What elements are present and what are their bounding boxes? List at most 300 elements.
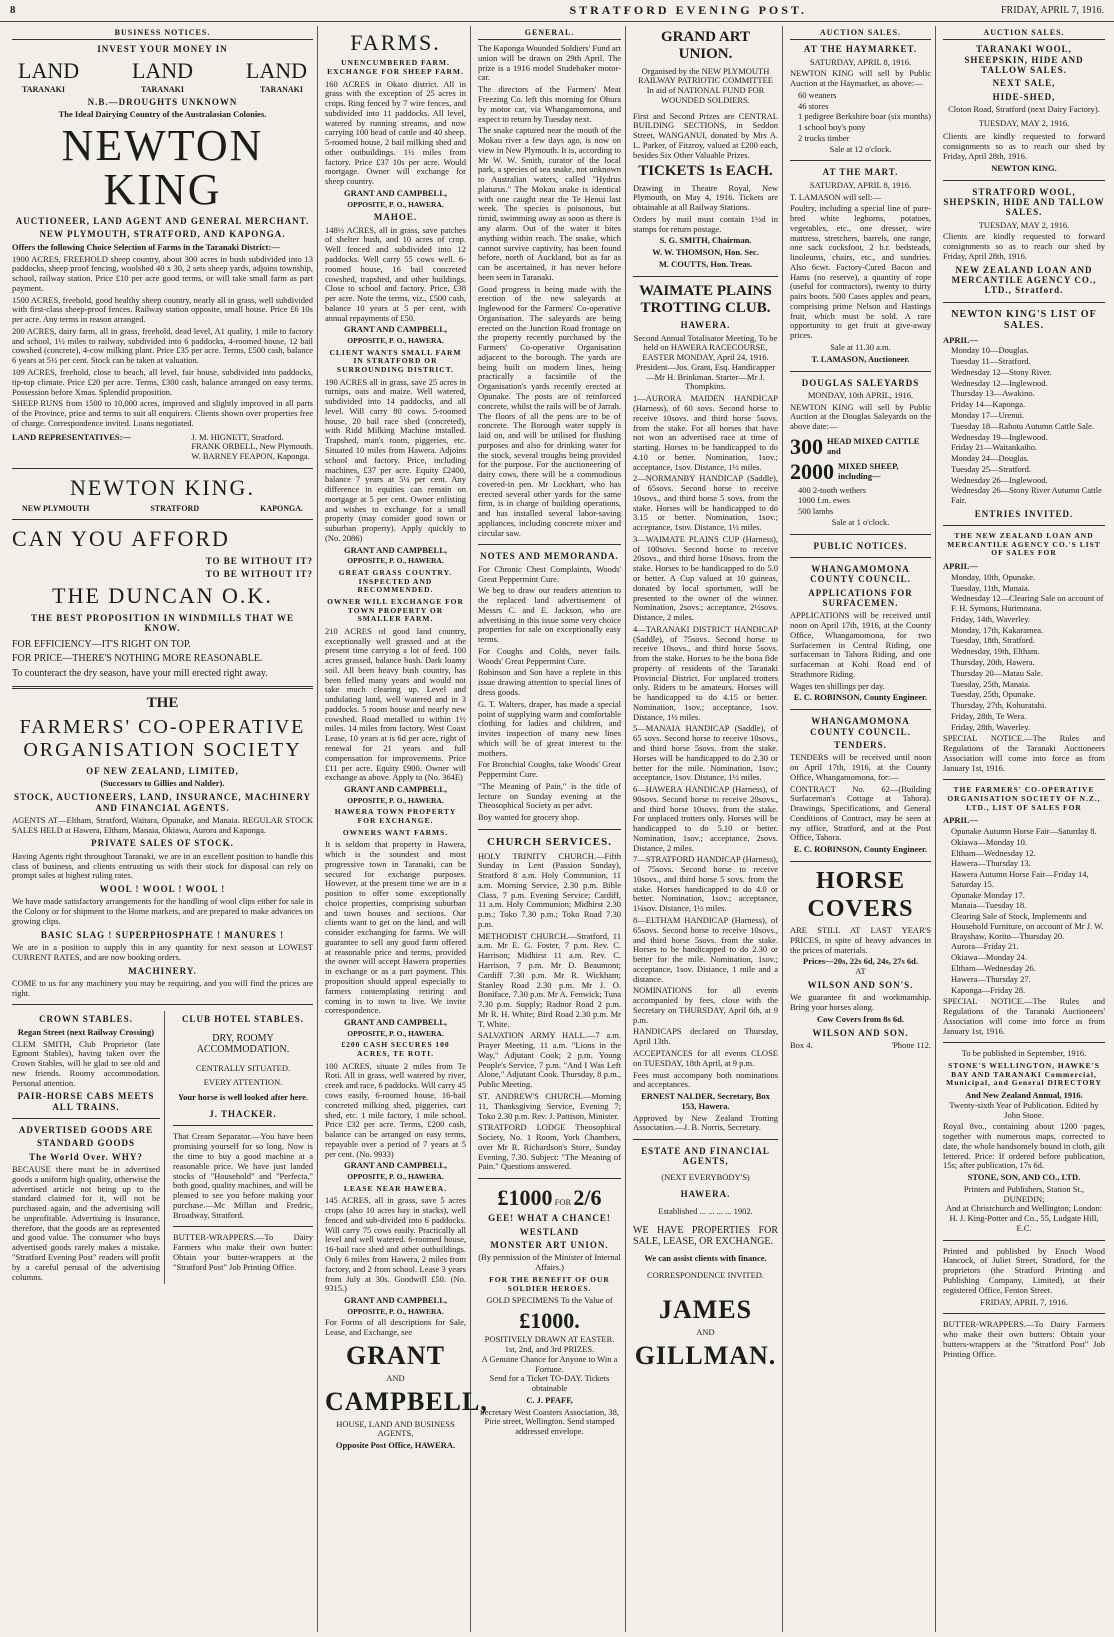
- sale-item: 60 weaners: [798, 89, 837, 100]
- benefit: FOR THE BENEFIT OF OUR SOLDIER HEROES.: [489, 1274, 610, 1293]
- sale-entry: Okiawa—Monday 24.: [951, 952, 1028, 963]
- section-heading: AUCTION SALES.: [790, 26, 931, 40]
- and-word: AND: [386, 1372, 405, 1383]
- grand-art-union: GRAND ART UNION.: [660, 29, 751, 63]
- prizes-text: First and Second Prizes are CENTRAL BUILDING SECTIONS, in Seddon Street, WANGANUI, donated by Mrs A. L. Parker, of Fitzroy, valued at £200 each, besides Six Other Valuable Prizes.: [633, 110, 778, 160]
- wool-heading: WOOL ! WOOL ! WOOL !: [99, 884, 226, 895]
- farm-text: It is seldom that property in Hawera, which is the soundest and most progressive town in Taranaki, can be secured for exchange purposes. However, at the present time we are in a position to offer some exceptionally choice properties, comprising suburban and town houses and sections. Our clients want to get on the land, and will consider exchanging for farms. We will guarantee to sell any good farm offered at reasonable price and terms, provided the owner will accept Hawera properties in exchange or as a part payment. This proposition should appeal especially to farmers contemplating retiring and coming in to town to live. We invite correspondence.: [325, 839, 466, 1016]
- fcos-title: FARMERS' CO-OPERATIVE ORGANISATION SOCIETY: [19, 716, 306, 762]
- engineer-sig: E. C. ROBINSON, County Engineer.: [793, 844, 928, 855]
- mart-date: SATURDAY, APRIL 8, 1916.: [809, 179, 912, 190]
- surfacemen-text: APPLICATIONS will be received until noon on April 17th, 1916, at the County Office, Whangamomona, for two Surfacemen in Central Riding, one surfaceman in Tahora Riding, and one surfaceman at Kohi Road end of Strathmore Riding.: [790, 610, 931, 679]
- meeting-text: Second Annual Totalisator Meeting, To be held on HAWERA RACECOURSE, EASTER MONDAY, April 24, 1916.: [633, 332, 778, 363]
- race-item: 6—HAWERA HANDICAP (Harness), of 90sovs. Second horse to receive 20sovs., and third horse 10sovs. from the stake. For unplaced trotters only. Horses will be handicapped to do 5.10 or better. Nomination, 1sov.; acceptance, 2sovs. Distance, 2 miles.: [633, 784, 778, 853]
- sale-entry: Friday, 28th, Waverley.: [951, 721, 1031, 732]
- farm-subhead: MAHOE.: [373, 212, 418, 223]
- sale-entry: Wednesday 26—Inglewood.: [951, 474, 1048, 485]
- art-union-prize-line: [478, 1185, 621, 1210]
- sale-entry: Wednesday 19—Inglewood.: [951, 431, 1048, 442]
- agent-address: OPPOSITE, P. O., HAWERA.: [347, 1306, 444, 1316]
- sale-entry: Tuesday, 25th, Manaia.: [951, 678, 1031, 689]
- farm-text: 145 ACRES, all in grass, save 5 acres crops (also 10 acres hay in stacks), well fenced and sub-divided into 6 paddocks. Will carry 75 cows easily. Practically all level and well watered. 6-roomed house, 16-bail race shed and other outbuildings. Only 6 miles from Hawera, 2 miles from factory, and 2 from school. Lease 3 years from July at 30s. Goodwill £50. (No. 9315.): [325, 1195, 466, 1294]
- farm-text: 100 ACRES, situate 2 miles from Te Roti. All in grass, well watered by river, creek and race, 6 paddocks. Will carry 45 cows easily, 6-roomed house, 16-bail concreted milking shed, piggeries, cart shed, etc. 1 mile factory, 1 mile school. Price £32 per acre. Terms, £200 cash, balance can be arranged on easy terms, repayable over a period of 7 years at 5 per cent. (No. 9933): [325, 1060, 466, 1159]
- rep-name: J. M. HIGNETT, Stratford.: [191, 431, 284, 442]
- estate-town: HAWERA.: [680, 1188, 731, 1199]
- gold: GOLD SPECIMENS To the Value of: [486, 1295, 613, 1306]
- campbell-title: CAMPBELL,: [325, 1386, 488, 1416]
- sale-item: 2 trucks timber: [798, 132, 850, 143]
- stone-co: STONE, SON, AND CO., LTD.: [967, 1172, 1081, 1183]
- agent-address: OPPOSITE, P. O., HAWERA.: [347, 1028, 444, 1038]
- cattle-count: 300: [790, 433, 823, 459]
- crown-address: Regan Street (next Railway Crossing): [17, 1026, 155, 1037]
- sale-entry: Aurora—Friday 21.: [951, 941, 1019, 952]
- agent-address: OPPOSITE, P. O., HAWERA.: [347, 199, 444, 209]
- committee-sig: W. W. THOMSON, Hon. Sec.: [652, 247, 759, 258]
- engineer-sig: E. C. ROBINSON, County Engineer.: [793, 692, 928, 703]
- farm-subhead: UNENCUMBERED FARM. EXCHANGE FOR SHEEP FARM.: [327, 58, 464, 76]
- sale-entry: Tuesday 25—Stratford.: [951, 463, 1031, 474]
- acceptances: ACCEPTANCES for all events CLOSE on TUESDAY, 18th April, at 9 p.m.: [633, 1047, 778, 1068]
- farm-text: 160 ACRES in Okato district. All in grass with the exception of 25 acres in crops. Ring fenced by 7 wire fences, and subdivided into 11 paddocks. All level, watered by running streams, and now carrying 100 head of cattle and 40 sheep. 5-roomed house, 2 bail milking shed and other outbuildings. 1½ miles from factory. Price £37 10s per acre. Would mortgage. Owner will exchange for sheep country.: [325, 78, 466, 187]
- newton-king-title: NEWTON KING: [61, 121, 264, 215]
- sale-item: 1 pedigree Berkshire boar (six months): [798, 111, 931, 122]
- sale-entry: Friday 14—Kaponga.: [951, 399, 1026, 410]
- nk-list-heading: NEWTON KING'S LIST OF SALES.: [951, 308, 1097, 332]
- and-at: And at Christchurch and Wellington; London: H. J. King-Potter and Co., 55, Ludgate Hill, E.C.: [945, 1203, 1103, 1233]
- taranaki-word: TARANAKI: [260, 84, 303, 94]
- club-heading: CLUB HOTEL STABLES.: [181, 1014, 305, 1025]
- sale-entry: Monday 17—Urenui.: [951, 409, 1025, 420]
- race-item: 2—NORMANBY HANDICAP (Saddle), of 65sovs. Second horse to receive 10sovs., and third horse 5 sovs. from the stake. Horses will be handicapped to do 3.15 or better. Nomination, 1sov.; acceptance, 1sov. Distance, 1½ miles.: [633, 473, 778, 533]
- standard-heading: STANDARD GOODS: [36, 1138, 136, 1149]
- contact-line: [790, 1041, 931, 1051]
- church-item: METHODIST CHURCH.—Stratford, 11 a.m. Mr E. G. Foster, 7 p.m. Rev. C. Harrison; Midhirst 11 a.m. Rev. C. Harrison, 7 p.m. Mr D. Beaumont; Cardiff 7.30 p.m. Mr R. Wickham; Stanley Road 2.30 p.m. Mr J. O. Boniface, 7.30 p.m. Mr A. Fenwick; Tuna 7.30 p.m. Supply; Radnor Road 2 p.m. Mr R. H. White; Bird Road 2.30 p.m. Mr T. White.: [478, 930, 621, 1029]
- masthead-date: FRIDAY, APRIL 7, 1916.: [1001, 4, 1104, 16]
- counteract-line: To counteract the dry season, have your mill erected right away.: [12, 668, 268, 680]
- officials: President—Jos. Grant, Esq. Handicapper—Mr H. Brinkman. Starter—Mr J. Thompkins.: [635, 361, 776, 392]
- stables-row: [12, 1011, 313, 1284]
- sale-item: 1 school boy's pony: [798, 122, 866, 133]
- sale-entry: Tuesday, 25th, Opunake.: [951, 689, 1036, 700]
- representatives: [12, 433, 313, 462]
- in-aid: In aid of NATIONAL FUND FOR WOUNDED SOLDIERS.: [646, 85, 765, 105]
- column-auction-sales: [786, 26, 936, 1632]
- imprint-date: FRIDAY, APRIL 7, 1916.: [980, 1296, 1068, 1307]
- agent-signature: GRANT AND CAMPBELL,: [343, 187, 448, 198]
- established: Established ... ... ... ... 1902.: [658, 1205, 753, 1216]
- sale-entry: Tuesday 11—Stratford.: [951, 356, 1031, 367]
- agent-signature: GRANT AND CAMPBELL,: [343, 544, 448, 555]
- race-item: 8—ELTHAM HANDICAP (Harness), of 65sovs. Second horse to receive 10sovs., and third horse 5sovs. from the stake. Horses to be handicapped to do 2.30 or better for the mile. Nomination, 1sov.; acceptance, 1sov. Distance, 1 mile and a distance.: [633, 915, 778, 984]
- phone-number: 'Phone 112.: [891, 1039, 931, 1050]
- ideal-country: The Ideal Dairying Country of the Australasian Colonies.: [58, 109, 267, 120]
- sale-entry: Thursday, 20th, Hawera.: [951, 656, 1035, 667]
- separator-ad: That Cream Separator.—You have been promising yourself for so long. Now is the time to buy a good machine at a reasonable price. We have just landed stocks of "Household" and "Perfecta," both good, quality machines, and will be pleased to see you before making your purchase.—Mc Millan and Fredric, Broadway, Stratford.: [173, 1131, 313, 1220]
- haymarket-text: NEWTON KING will sell by Public Auction at the Haymarket, as above:—: [790, 68, 931, 89]
- douglas-date: MONDAY, 10th APRIL, 1916.: [807, 389, 914, 400]
- column-farms: [321, 26, 488, 1632]
- column-general: [474, 26, 626, 1632]
- private-text: Having Agents right throughout Taranaki, we are in an excellent position to handle this class of business, and clients entrusting us with their stock for disposal can rely on prompt sales at highest ruling rates.: [12, 850, 313, 881]
- sale-entry: Monday, 17th, Kakaramea.: [951, 624, 1044, 635]
- agent-signature: GRANT AND CAMPBELL,: [343, 1160, 448, 1171]
- nominations: NOMINATIONS for all events accompanied by fees, close with the Secretary on THURSDAY, April 6th, at 9 p.m.: [633, 985, 778, 1025]
- douglas-text: NEWTON KING will sell by Public Auction at the Douglas Saleyards on the above date:—: [790, 401, 931, 432]
- agent-address: OPPOSITE, P. O., HAWERA.: [347, 1172, 444, 1182]
- whang-heading: WHANGAMOMONA COUNTY COUNCIL.: [810, 563, 911, 585]
- next-sale: NEXT SALE,: [992, 78, 1056, 89]
- club-signature: J. THACKER.: [209, 1109, 277, 1120]
- haymarket-items: [790, 91, 931, 144]
- agent-address: OPPOSITE, P. O., HAWERA.: [347, 556, 444, 566]
- fc-sales-list: [943, 827, 1105, 995]
- for-word: FOR: [554, 1197, 572, 1208]
- sale-entry: Eltham—Wednesday 26.: [951, 963, 1036, 973]
- sale-entry: Opunake Monday 17.: [951, 889, 1025, 900]
- agent-signature: GRANT AND CAMPBELL,: [343, 1295, 448, 1306]
- agent-address: OPPOSITE, P. O., HAWERA.: [347, 795, 444, 805]
- agent-address: OPPOSITE, P. O., HAWERA.: [347, 336, 444, 346]
- tickets: TICKETS 1s EACH.: [638, 163, 773, 180]
- note-item: For Bronchial Coughs, take Woods' Great Peppermint Cure.: [478, 759, 621, 780]
- waimate-town: HAWERA.: [680, 320, 731, 331]
- taranaki-row: [22, 85, 303, 94]
- church-heading: CHURCH SERVICES.: [486, 835, 613, 848]
- advertised-heading: ADVERTISED GOODS ARE: [18, 1125, 154, 1136]
- farm-listing: SHEEP RUNS from 1500 to 10,000 acres, improved and slightly improved in all parts of the Province, price and terms to suit all enquirers. Clients shown over properties free of charge. Correspondence invited. Loans negotiated.: [12, 398, 313, 428]
- pfaff-address: Secretary West Coasters Association, 38, Pirie street, Wellington. Send stamped addressed envelope.: [480, 1406, 619, 1437]
- sale-entry: Hawera Autumn Horse Fair—Friday 14, Saturday 15.: [951, 869, 1089, 889]
- butter-wrappers-ad: BUTTER-WRAPPERS.—To Dairy Farmers who make their own butters: Obtain your butters-wrappers at the "Stratford Post" Job Printing Office.: [943, 1319, 1105, 1359]
- sale-entry: Wednesday 12—Stony River.: [951, 366, 1052, 377]
- land-row: [18, 58, 307, 83]
- royal-text: Royal 8vo., containing about 1200 pages, together with numerous maps, corrected to date, the whole handsomely bound in cloth, gilt lettered. Price: If ordered before publication, 15s; after publication, 17s 6d.: [943, 1121, 1105, 1171]
- drought-notice: N.B.—DROUGHTS UNKNOWN: [87, 97, 238, 108]
- nk-sales-list: [943, 346, 1105, 505]
- column-auction-sales-2: [939, 26, 1109, 1632]
- column-business-notices: [8, 26, 318, 1632]
- news-item: The directors of the Farmers' Meat Freezing Co. left this morning for Ohura by motor car, via Whangamomona, and expect to return by Tuesday next.: [478, 84, 621, 124]
- race-item: 7—STRATFORD HANDICAP (Harness), of 75sovs. Second horse to receive 10sovs., and third horse 5 sovs. from the stake. Horses handicapped to do 4.0 or better. Nomination, 1sov.; acceptance, 1¼sov. Distance, 1½ miles.: [633, 854, 778, 914]
- crown-text: CLEM SMITH, Club Proprietor (late Egmont Stables), having taken over the Crown Stables, will be glad to see old and new friends. Roomy accommodation. Personal attention.: [12, 1038, 160, 1088]
- sale-entry: Okiawa—Monday 10.: [951, 836, 1028, 847]
- fc-list-heading: THE FARMERS' CO-OPERATIVE ORGANISATION SOCIETY OF N.Z., LTD., LIST OF SALES FOR: [947, 785, 1101, 812]
- news-item: The Kaponga Wounded Soldiers' Fund art union will be drawn on 29th April. The prize is a 1916 model Studebaker motor-car.: [478, 43, 621, 83]
- entries-invited: ENTRIES INVITED.: [974, 508, 1074, 519]
- mart-heading: AT THE MART.: [822, 167, 899, 178]
- race-item: 4—TARANAKI DISTRICT HANDICAP (Saddle), of 75sovs. Second horse to receive 10sovs., and third horse 5sovs. from the stake. Horses to be the bona fide property of residents of the Taranaki Provincial District. For unplaced trotters only. Riders to be amateurs. Horses will be handicapped to do 4.15 or better. Nomination, 1sov.; acceptance, 1sov. Distance, 1½ miles.: [633, 623, 778, 722]
- and-word: AND: [696, 1327, 715, 1338]
- sale-entry: Wednesday 12—Inglewood.: [951, 377, 1048, 388]
- at-word: AT: [855, 966, 866, 977]
- crown-cabs: PAIR-HORSE CABS MEETS ALL TRAINS.: [17, 1091, 155, 1112]
- mart-text: T. LAMASON will sell:—: [790, 191, 881, 202]
- farm-text: 190 ACRES all in grass, save 25 acres in turnips, oats and maize. Well watered, subdivided into 14 paddocks, and all level. Will carry 80 cows. 5-roomed house, 20 bail race shed (concreted), with Ridd Milking Machine installed. Trapshed, man's room, piggeries, etc. Situated 10 miles from Hawera. Adjoins school and factory. Price, including machines, £37 per acre. Equity £2400, balance 7 years at 5¼ per cent. Any difference in equities can remain on mortgage at 5 per cent. Owner enlisting and wishes to exchange for a small property (may consider good town or suburban property). Apply quickly to (No. 2086): [325, 376, 466, 543]
- town: STRATFORD: [150, 504, 200, 514]
- handicaps: HANDICAPS declared on Thursday, April 13th.: [633, 1026, 778, 1047]
- newton-king-sig: NEWTON KING.: [70, 474, 255, 500]
- note-item: Robinson and Son have a replete in this issue drawing attention to special lines of dress goods.: [478, 667, 621, 697]
- special-notice: SPECIAL NOTICE.—The Rules and Regulations of the Taranaki Auctioneers' Association will come into force as from January 1st, 1916.: [943, 996, 1105, 1036]
- rep-name: FRANK ORBELL, New Plymouth.: [191, 441, 313, 452]
- slag-heading: BASIC SLAG ! SUPERPHOSPHATE ! MANURES !: [40, 929, 285, 940]
- newton-king-towns: NEW PLYMOUTH, STRATFORD, AND KAPONGA.: [39, 229, 286, 240]
- afford-line: TO BE WITHOUT IT?: [205, 555, 313, 566]
- column-art-union-trotting: [629, 26, 783, 1632]
- race-item: 1—AURORA MAIDEN HANDICAP (Harness), of 60 sovs. Second horse to receive 10sovs. and third horse 5sovs. from the stake. For all horses that have not won an advertised race at time of starting. Horses to be handicapped to do 4.10 or better. Nomination, 1sov.; acceptance, 1sov. Distance, 1½ miles.: [633, 393, 778, 472]
- box-number: Box 4.: [790, 1039, 813, 1050]
- nz-annual: And New Zealand Annual, 1916.: [965, 1090, 1083, 1100]
- fcos-nz: OF NEW ZEALAND, LIMITED,: [86, 766, 239, 777]
- agent-signature: GRANT AND CAMPBELL,: [343, 324, 448, 335]
- to-be-published: To be published in September, 1916.: [961, 1048, 1087, 1059]
- clients-text: Clients are kindly requested to forward consignments so as to reach our shed by Friday, April 28th, 1916.: [943, 131, 1105, 161]
- contract-text: CONTRACT No. 62—(Building Surfaceman's Cottage at Tahora). Drawings, Specifications, and General Conditions of Contract, may be seen at my office, Stratford, and at the Post Office, Tahora.: [790, 783, 931, 843]
- newton-king-subtitle: AUCTIONEER, LAND AGENT AND GENERAL MERCHANT.: [15, 216, 310, 227]
- sheep-count: 2000: [790, 459, 834, 485]
- slag-text: We are in a position to supply this in any quantity for next season at LOWEST CURRENT RATES, and are now booking orders.: [12, 942, 313, 962]
- sale-entry: Monday 10—Douglas.: [951, 345, 1029, 356]
- note-item: For Coughs and Colds, never fails. Woods' Great Peppermint Cure.: [478, 645, 621, 666]
- sale-entry: Tuesday, 11th, Manaia.: [951, 582, 1030, 593]
- month-label: APRIL—: [943, 815, 978, 826]
- month-label: APRIL—: [943, 334, 978, 345]
- horse-text: ARE STILL AT LAST YEAR'S PRICES, in spite of heavy advances in the prices of materials.: [790, 925, 931, 955]
- note-item: We beg to draw our readers attention to the replaced land advertisement of Messrs C. and E. Jackson, who are advertising in this issue some very choice properties for sale on exceptionally easy terms.: [478, 585, 621, 645]
- wool-text: We have made satisfactory arrangements for the handling of wool clips either for sale in the Colony or for shipment to the Home markets, and are prepared to make advances on growing clips.: [12, 896, 313, 926]
- wool-sales-heading: TARANAKI WOOL, SHEEPSKIN, HIDE AND TALLOW SALES.: [964, 44, 1084, 75]
- orders-text: Orders by mail must contain 1½d in stamps for return postage.: [633, 213, 778, 234]
- land-word: LAND: [131, 57, 194, 83]
- sale-entry: Hawera—Thursday 27.: [951, 973, 1031, 984]
- gc-address: Opposite Post Office, HAWERA.: [335, 1440, 456, 1451]
- machinery-text: COME to us for any machinery you may be requiring, and you will find the prices are right.: [12, 977, 313, 998]
- note-item: "The Meaning of Pain," is the title of lecture on Sunday evening at the Theosophical Society as per advt.: [478, 780, 621, 811]
- whang2-heading: WHANGAMOMONA COUNTY COUNCIL.: [810, 716, 911, 737]
- sale-entry: Tuesday, 18th, Stratford.: [951, 635, 1035, 646]
- masthead: [0, 0, 1114, 22]
- farm-listing: 200 ACRES, dairy farm, all in grass, freehold, dead level, A1 quality, 1 mile to factory and school, 1½ miles to railway, subdivided into 6 paddocks, 4-roomed house, 12 bail cowshed (concrete), 4-cow milking plant. Price £35 per acre. Terms, £500 cash, balance 6 years at 5½ per cent. Stock can be taken at valuation.: [12, 325, 313, 366]
- sale-entry: Thursday 20—Matau Sale.: [951, 667, 1043, 678]
- tenders-text: TENDERS will be received until noon on April 17th, 1916, at the County Office, Whangamomona, for:—: [790, 752, 931, 782]
- gee-line: GEE! WHAT A CHANCE!: [488, 1213, 611, 1224]
- land-word: LAND: [18, 57, 80, 83]
- farms-heading: FARMS.: [350, 30, 441, 55]
- note-item: G. T. Walters, draper, has made a special point of supplying warm and comfortable clothing for ladies and children, and invites inspection of many new lines which will be of great interest to the mothers.: [478, 698, 621, 758]
- sale-item: 400 2-tooth wethers: [798, 484, 866, 495]
- notes-heading: NOTES AND MEMORANDA.: [480, 551, 619, 562]
- sale-date: TUESDAY, MAY 2, 1916.: [978, 219, 1070, 230]
- secretary: ERNEST NALDER, Secretary, Box 153, Hawera.: [641, 1091, 770, 1111]
- crown-stables-ad: [12, 1011, 165, 1284]
- sale-item: 1000 f.m. ewes: [798, 495, 850, 506]
- section-heading: AUCTION SALES.: [943, 26, 1105, 40]
- monster-art-union: MONSTER ART UNION.: [490, 1240, 609, 1251]
- news-item: Good progress is being made with the erection of the new saleyards at Inglewood for the Farmers' Co-operative Organisation. The saleyards are being erected on the Junction Road frontage on the property recently purchased by the Farmers' Co-operative Organisation adjacent to the borough. The yards are being built on modern lines, being practically a facsimile of the Organisation's yards recently erected at Opunake. The posts are of reinforced concrete, whilst the rails will be of Jarrah. The floors of all the pens are to be of concrete. The Borough water supply is laid on, and will be utilised for flushing purposes and also for drinking water for the stock, several troughs being provided for the purpose. For the auctioneering of dairy cows, there will be a commodious covered-in pen. Mr Lockhart, who has erected several other yards for the same firm, is in charge of building operations, and has installed several labor-saving appliances, including concrete mixer and circular saw.: [478, 283, 621, 538]
- newspaper-title: STRATFORD EVENING POST.: [569, 2, 808, 17]
- farm-listing: 1500 ACRES, freehold, good healthy sheep country, nearly all in grass, well subdivided with first-class sheep-proof fences. Railway station opposite, small house. Price £6 10s per acre. Any terms in reason arranged.: [12, 294, 313, 325]
- farm-subhead: OWNERS WANT FARMS.: [342, 827, 449, 837]
- sale-entry: Thursday 13—Awakino.: [951, 388, 1035, 399]
- agent-signature: GRANT AND CAMPBELL,: [343, 784, 448, 795]
- farm-subhead: CLIENT WANTS SMALL FARM IN STRATFORD OR SURROUNDING DISTRICT.: [329, 347, 462, 374]
- reps-label: LAND REPRESENTATIVES:—: [12, 431, 131, 442]
- section-heading: GENERAL.: [478, 26, 621, 40]
- fcos-the: THE: [146, 694, 179, 711]
- westland: WESTLAND: [519, 1226, 580, 1237]
- land-word: LAND: [245, 57, 307, 83]
- douglas-heading: DOUGLAS SALEYARDS: [801, 377, 920, 388]
- sale-entry: Monday 24—Douglas.: [951, 453, 1029, 464]
- next-everybody: (NEXT EVERYBODY'S): [661, 1171, 750, 1182]
- public-notices: PUBLIC NOTICES.: [813, 540, 908, 551]
- fees: Fees must accompany both nominations and acceptances.: [633, 1069, 778, 1090]
- section-heading: BUSINESS NOTICES.: [12, 26, 313, 40]
- farm-listing: 109 ACRES, freehold, close to beach, all level, fair house, subdivided into paddocks, tip-top climate. Price £20 per acre. Terms, £300 cash, balance arranged on easy terms. Possession before Xmas. Splendid proposition.: [12, 367, 313, 397]
- town: NEW PLYMOUTH: [22, 504, 90, 514]
- wilson-sig: WILSON AND SON.: [812, 1027, 909, 1038]
- gillman-title: GILLMAN.: [634, 1340, 777, 1370]
- club-stables-ad: [173, 1011, 313, 1284]
- sale-entry: Manaia—Tuesday 18.: [951, 900, 1027, 911]
- machinery-heading: MACHINERY.: [128, 965, 197, 976]
- send: Send for a Ticket TO-DAY. Tickets obtainable: [489, 1373, 610, 1394]
- race-item: 3—WAIMATE PLAINS CUP (Harness), of 100sovs. Second horse to receive 20sovs., and third horse 10sovs. from the stake. Horses to be handicapped to do 5.0 or better. A Cup valued at 10 guineas, donated by local sportsmen, will be presented to the owner of the winner. Nomination, 2sovs.; acceptance, 2½sovs. Distance, 2 miles.: [633, 533, 778, 623]
- afford-heading: CAN YOU AFFORD: [12, 526, 230, 552]
- drawn: POSITIVELY DRAWN AT EASTER. 1st, 2nd, and 3rd PRIZES.: [484, 1334, 615, 1355]
- sale-entry: Kaponga—Friday 28.: [951, 984, 1026, 995]
- club-line: Your horse is well looked after here.: [177, 1092, 309, 1103]
- james-title: JAMES: [658, 1295, 753, 1325]
- haymarket-time: Sale at 12 o'clock.: [829, 143, 892, 154]
- advertised-text: BECAUSE there must be in advertised goods a uniform high quality, otherwise the advertised article not being up to the standard claimed for it, will not be purchased again, and the advertising will be unprofitable. Advertising is Insurance, therefore, that the goods are as represented and good value. The consumer who buys advertised goods rarely makes a mistake. "Stratford Evening Post" readers will profit by a careful perusal of the advertising columns.: [12, 1164, 160, 1282]
- sheep-label: MIXED SHEEP, including—: [838, 461, 899, 481]
- stones-directory: STONE'S WELLINGTON, HAWKE'S BAY AND TARANAKI Commercial, Municipal, and General DIRECTORY: [946, 1061, 1102, 1088]
- sale-entry: Monday, 10th, Opunake.: [951, 571, 1036, 582]
- douglas-time: Sale at 1 o'clock.: [831, 516, 890, 527]
- gc-subtitle: HOUSE, LAND AND BUSINESS AGENTS,: [336, 1418, 455, 1439]
- committee-sig: M. COUTTS, Hon. Treas.: [658, 259, 753, 269]
- farm-text: 148½ ACRES, all in grass, save patches of shelter bush, and 10 acres of crop. Well fenced and subdivided into 12 paddocks. Well carry 55 cows well. 6-roomed house, 16 bail concreted cowshed, trapshed, and other buildings. Close to school and factory. Price, £38 per acre. Note the terms, viz., £500 cash, balance 10 years at 5 per cent, with annual repayments of £50.: [325, 224, 466, 323]
- horse-covers-title: HORSE COVERS: [807, 867, 914, 922]
- month-label: APRIL—: [943, 561, 978, 572]
- club-line: DRY, ROOMY ACCOMMODATION.: [196, 1032, 290, 1056]
- sale-item: 500 lambs: [798, 506, 834, 517]
- douglas-items: [790, 486, 931, 517]
- prize-amount: £1000: [497, 1185, 553, 1211]
- mart-time: Sale at 11.30 a.m.: [830, 342, 891, 353]
- church-item: ST. ANDREW'S CHURCH.—Morning 11, Thanksgiving Service, Evening 7; Toko 2.30 p.m. Rev. J. Pattison, Minister.: [478, 1090, 621, 1121]
- haymarket-heading: AT THE HAYMARKET.: [803, 44, 918, 55]
- nz-loan: NEW ZEALAND LOAN AND MERCANTILE AGENCY CO., LTD., Stratford.: [951, 264, 1097, 296]
- agent-signature: GRANT AND CAMPBELL,: [343, 1017, 448, 1028]
- nzl-list-heading: THE NEW ZEALAND LOAN AND MERCANTILE AGENCY CO.'S LIST OF SALES FOR: [947, 531, 1101, 558]
- sale-date: TUESDAY, MAY 2, 1916.: [978, 117, 1070, 128]
- sale-entry: Wednesday 12—Clearing Sale on account of F. H. Symons, Hurimoana.: [951, 593, 1104, 614]
- cattle-label: HEAD MIXED CATTLE and: [827, 435, 920, 456]
- sale-entry: Eltham—Wednesday 12.: [951, 847, 1036, 858]
- sale-item: 46 stores: [798, 100, 829, 111]
- forms-text: For Forms of all descriptions for Sale, Lease, and Exchange, see: [325, 1317, 466, 1338]
- correspondence: CORRESPONDENCE INVITED.: [646, 1270, 765, 1281]
- rep-name: W. BARNEY FEAPON, Kaponga.: [191, 451, 310, 462]
- committee-sig: S. G. SMITH, Chairman.: [659, 235, 752, 246]
- sale-entry: Thursday, 27th, Kohuratahi.: [951, 700, 1047, 711]
- farm-subhead: OWNER WILL EXCHANGE FOR TOWN PROPERTY OR SMALLER FARM.: [327, 596, 464, 624]
- nzl-sales-list: [943, 573, 1105, 732]
- farm-subhead: £200 CASH SECURES 100 ACRES, TE ROTI.: [341, 1040, 450, 1059]
- drawing-text: Drawing in Theatre Royal, New Plymouth, on May 4, 1916. Tickets are obtainable at all Railway Stations.: [633, 182, 778, 213]
- nk-sig: NEWTON KING.: [991, 162, 1057, 173]
- afford-line: TO BE WITHOUT IT?: [205, 569, 313, 580]
- sale-entry: Wednesday, 19th, Eltham.: [951, 646, 1040, 657]
- finance: We can assist clients with finance.: [644, 1252, 767, 1263]
- special-notice: SPECIAL NOTICE.—The Rules and Regulations of the Taranaki Auctioneers Association will come into force as from January 1st, 1916.: [943, 733, 1105, 773]
- cloton-road: Cloton Road, Stratford (next Dairy Factory).: [948, 103, 1100, 114]
- cattle-line: [790, 434, 931, 459]
- sale-entry: Wednesday 26—Stony River Autumn Cattle Fair.: [951, 485, 1102, 506]
- estate-heading: ESTATE AND FINANCIAL AGENTS,: [641, 1146, 770, 1167]
- hide-shed: HIDE-SHED,: [992, 91, 1056, 102]
- sale-entry: Clearing Sale of Stock, Implements and Household Furniture, on account of Mr J. W. Brayshaw, Korito—Thursday 20.: [951, 911, 1104, 941]
- sale-entry: Opunake Autumn Horse Fair—Saturday 8.: [951, 826, 1097, 837]
- race-item: 5—MANAIA HANDICAP (Saddle), of 65 sovs. Second horse to receive 10sovs., and third horse 5sovs. from the stake. Horses will be handicapped to do 2.30 or better for the mile. Nomination, 1sov.; acceptance, 1sov. Distance, 1½ miles.: [633, 723, 778, 783]
- sale-entry: Friday, 28th, Te Wera.: [951, 710, 1027, 721]
- church-item: SALVATION ARMY HALL.—7 a.m. Prayer Meeting, 11 a.m. "Lions in the Way," Adjutant Cook; 2 p.m. Young People's Service, 7 p.m. "And I Was Left Alone," Adjutant Cook. Thursday, 8 p.m., Public Meeting.: [478, 1030, 621, 1090]
- genuine: A Genuine Chance for Anyone to Win a Fortune.: [481, 1353, 618, 1374]
- ticket-price: 2/6: [573, 1185, 602, 1211]
- page-number: 8: [10, 4, 16, 17]
- butter-wrappers-ad: BUTTER-WRAPPERS.—To Dairy Farmers who make their own butter: Obtain your butter-wrappers at the "Stratford Post" Job Printing Office.: [173, 1232, 313, 1272]
- guarantee: We guarantee fit and workmanship. Bring your horses along.: [790, 992, 931, 1013]
- duncan-heading: THE DUNCAN O.K.: [52, 583, 273, 609]
- horse-prices: Prices—20s, 22s 6d, 24s, 27s 6d.: [803, 956, 918, 967]
- fcos-agents: AGENTS AT—Eltham, Stratford, Waitara, Opunake, and Manaia. REGULAR STOCK SALES HELD at Hawera, Eltham, Manaia, Okiawa, Aurora and Kaponga.: [12, 814, 313, 835]
- farm-subhead: LEASE NEAR HAWERA.: [343, 1183, 448, 1193]
- mart-signature: T. LAMASON, Auctioneer.: [811, 353, 910, 364]
- taranaki-word: TARANAKI: [22, 84, 65, 94]
- farm-subhead: HAWERA TOWN PROPERTY FOR EXCHANGE.: [334, 807, 457, 826]
- waimate-heading: WAIMATE PLAINS TROTTING CLUB.: [639, 282, 772, 317]
- grant-title: GRANT: [346, 1340, 445, 1370]
- twenty-sixth: Twenty-sixth Year of Publication. Edited by John Stone.: [949, 1099, 1099, 1120]
- church-item: STRATFORD LODGE Theosophical Society, No. 1 Room, York Chambers, over Mr R. Richardson's Store, Sunday Evening, 7.30. Subject: "The Meaning of Pain." Questions answered.: [478, 1122, 621, 1172]
- club-line: EVERY ATTENTION.: [203, 1076, 283, 1087]
- wages: Wages ten shillings per day.: [790, 680, 885, 691]
- offers-text: Offers the following Choice Selection of Farms in the Taranaki District:—: [12, 241, 280, 252]
- organised-by: Organised by the NEW PLYMOUTH RAILWAY PATRIOTIC COMMITTEE: [638, 65, 773, 86]
- imprint: Printed and published by Enoch Wood Hancock, of Juliet Street, Stratford, for the proprietors (the Stratford Printing and Publishing Company, Limited), at their registered Office, Fenton Street.: [943, 1245, 1105, 1295]
- sheep-line: [790, 459, 931, 484]
- efficiency-line: FOR EFFICIENCY—IT'S RIGHT ON TOP.: [12, 639, 191, 651]
- note-item: For Chronic Chest Complaints, Woods' Great Peppermint Cure.: [478, 563, 621, 584]
- sale-entry: Friday, 14th, Waverley.: [951, 613, 1031, 624]
- club-line: CENTRALLY SITUATED.: [195, 1062, 291, 1073]
- sale-entry: Friday 21—Waitankaiho.: [951, 442, 1038, 453]
- church-item: HOLY TRINITY CHURCH.—Fifth Sunday in Lent (Passion Sunday), Stratford 8 a.m. Holy Communion, 11 a.m. Morning Service, 2.30 p.m. Bible Class, 7 p.m. Evening Service; Cardiff, 11 a.m. Holy Communion; Midhirst 2.30 p.m.; Toko 7.30 p.m.; Toko Road 7.30 p.m.: [478, 850, 621, 929]
- invest-heading: INVEST YOUR MONEY IN: [97, 44, 228, 55]
- mart-items: Poultry, including a special line of pure-bred white leghorns, potatoes, vegetables, etc., one dresser, wire mattress, stretchers, barrels, one range, one sack cocksfoot, 2 b.r. bedsteads, linoleums, chairs, etc., and sundries. Also 6cwt. Factory-Cured Bacon and Hams (no reserve), a quantity of rope (useful for contractors), twenty to thirty pairs boots. 500 Cases apples and pears, comprising prime Nelson and Hastings fruit, which must be sold. A rare opportunity to get fruit at give-away prices.: [790, 203, 931, 341]
- taranaki-word: TARANAKI: [141, 84, 184, 94]
- cow-covers: Cow Covers from 8s 6d.: [817, 1013, 904, 1024]
- fcos-stock: STOCK, AUCTIONEERS, LAND, INSURANCE, MACHINERY AND FINANCIAL AGENTS.: [13, 792, 312, 813]
- tenders-heading: TENDERS.: [834, 739, 887, 750]
- farm-listing: 1900 ACRES, FREEHOLD sheep country, about 300 acres in bush subdivided into 13 paddocks, sheep proof fencing, woolshed 40 x 30, 2 sets sheep yards, adjoins township, school, railway station. Price £10 per acre good terms, or will take small farm as part payment.: [12, 253, 313, 293]
- news-item: The snake captured near the mouth of the Mokau river a few days ago, is now on view in New Plymouth. It is, according to Mr W. W. Smith, curator of the local park, a species of sea snake, not unknown to Australian waters, called "Hydrus platurus." The Mokau snake is identical with one caught near the Te Henui last week. The species is poisonous, but timid, swimming away as soon as there is any alarm. Out of the water it bites anything within reach. The snake, which cannot survive captivity, has been found before, north of Auckland, but as far as can be ascertained, it has never before been seen in Taranaki.: [478, 125, 621, 282]
- private-sales: PRIVATE SALES OF STOCK.: [91, 838, 234, 849]
- clients-text: Clients are kindly requested to forward consignments so as to reach our shed by Friday, April 28th, 1916.: [943, 231, 1105, 261]
